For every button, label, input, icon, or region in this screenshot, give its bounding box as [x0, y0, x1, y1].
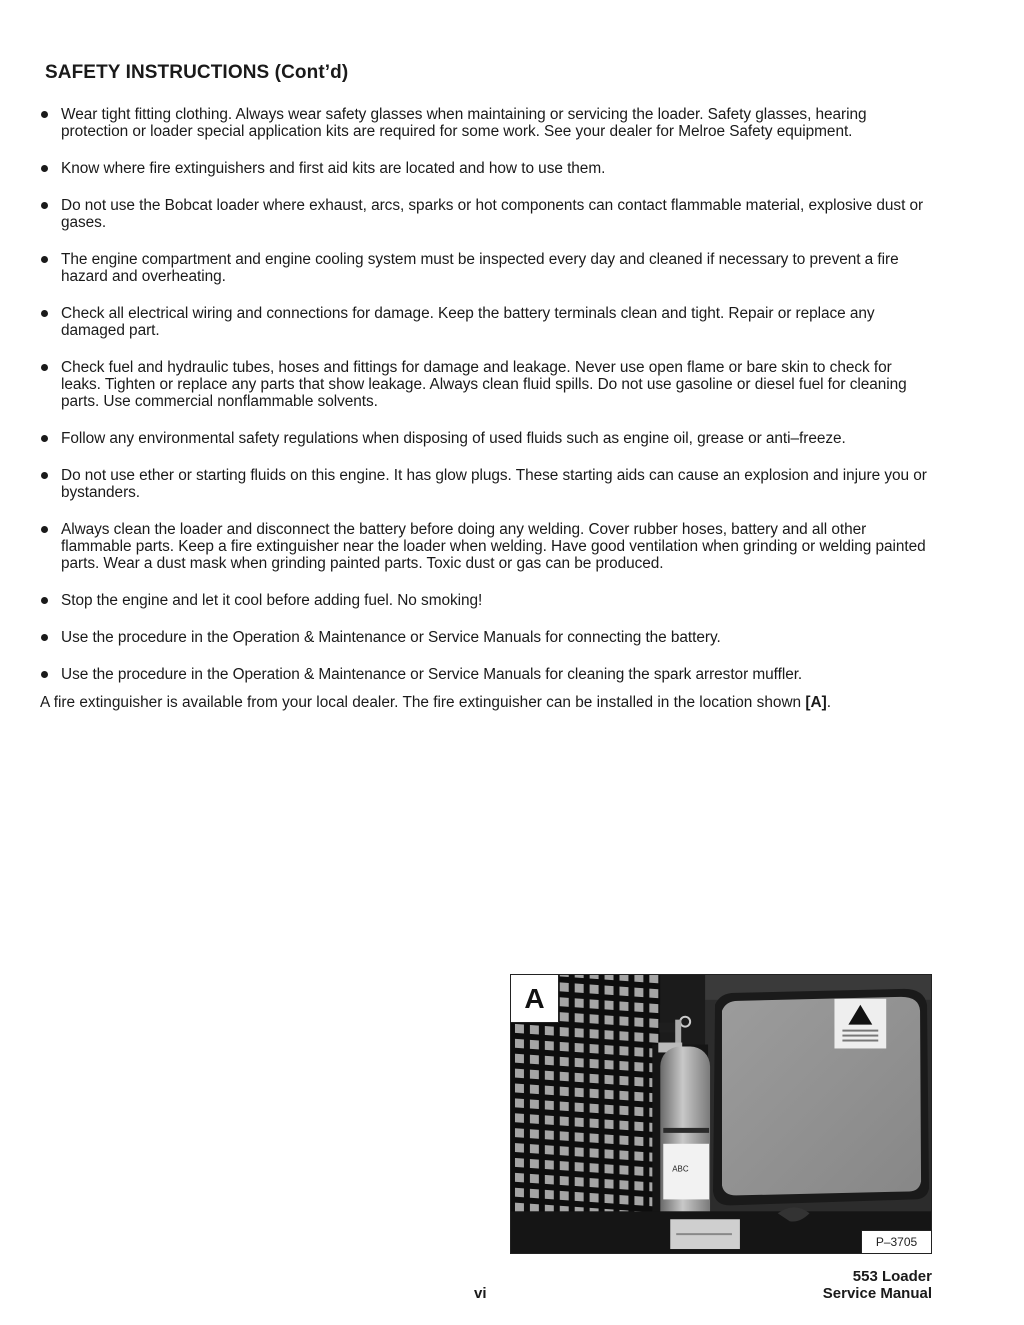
fire-extinguisher [660, 1046, 710, 1235]
bullet-icon [41, 364, 48, 371]
bullet-text: Use the procedure in the Operation & Maintenance or Service Manuals for cleaning the spark arrestor muffler. [61, 665, 803, 683]
figure-code: P–3705 [861, 1230, 931, 1253]
side-window [722, 997, 921, 1196]
figure-a-photo [510, 974, 932, 1254]
bullet-icon [41, 310, 48, 317]
closing-paragraph [40, 694, 940, 712]
bullet-icon [41, 111, 48, 118]
list-item [40, 592, 935, 609]
figure-reference: [A] [805, 694, 827, 711]
bullet-icon [41, 671, 48, 678]
list-item [40, 197, 935, 231]
bullet-text: Use the procedure in the Operation & Maintenance or Service Manuals for connecting the battery. [61, 628, 721, 646]
bullet-icon [41, 472, 48, 479]
list-item [40, 666, 935, 683]
bullet-icon [41, 256, 48, 263]
page-title: SAFETY INSTRUCTIONS (Cont’d) [45, 62, 349, 83]
list-item [40, 106, 935, 140]
bullet-text: Check fuel and hydraulic tubes, hoses and fittings for damage and leakage. Never use open flame or bare skin to check for leaks. Tighten or replace any parts that show leakage. Always clean fluid spills. Do not use gasoline or diesel fuel for cleaning parts. Use commercial nonflammable solvents. [61, 358, 907, 411]
bullet-icon [41, 202, 48, 209]
list-item [40, 430, 935, 447]
manual-footer [823, 1268, 932, 1302]
bullet-text: Do not use the Bobcat loader where exhaust, arcs, sparks or hot components can contact flammable material, explosive dust or gases. [61, 196, 924, 231]
manual-name: Service Manual [822, 1285, 932, 1302]
bullet-text: Do not use ether or starting fluids on this engine. It has glow plugs. These starting aids can cause an explosion and injure you or bystanders. [61, 466, 927, 501]
bullet-icon [41, 597, 48, 604]
bullet-icon [41, 435, 48, 442]
closing-end: . [826, 694, 832, 711]
list-item [40, 251, 935, 285]
safety-bullet-list [40, 106, 935, 702]
list-item [40, 359, 935, 411]
extinguisher-label: ABC [672, 1164, 689, 1174]
list-item [40, 521, 935, 573]
bullet-text: Always clean the loader and disconnect the battery before doing any welding. Cover rubber hoses, battery and all other flammable parts. Keep a fire extinguisher near the loader when welding. Have good ventilation when grinding or welding painted parts. Wear a dust mask when grinding painted parts. Toxic dust or gas can be produced. [61, 520, 926, 573]
list-item [40, 160, 935, 177]
bullet-icon [41, 634, 48, 641]
bullet-text: Wear tight fitting clothing. Always wear safety glasses when maintaining or servicing the loader. Safety glasses, hearing protection or loader special application kits are required for some work. See your dealer for Melroe Safety equipment. [61, 106, 867, 141]
page-number: vi [474, 1285, 487, 1302]
list-item [40, 629, 935, 646]
bullet-icon [41, 526, 48, 533]
list-item [40, 305, 935, 339]
bullet-text: Check all electrical wiring and connections for damage. Keep the battery terminals clean and tight. Repair or replace any damaged part. [61, 304, 875, 339]
cab-interior-illustration [511, 975, 931, 1253]
closing-text: A fire extinguisher is available from your local dealer. The fire extinguisher can be installed in the location shown [40, 694, 806, 711]
bullet-text: The engine compartment and engine cooling system must be inspected every day and cleaned if necessary to prevent a fire hazard and overheating. [61, 250, 899, 285]
bullet-text: Follow any environmental safety regulations when disposing of used fluids such as engine oil, grease or anti–freeze. [61, 430, 846, 447]
bullet-icon [41, 165, 48, 172]
bullet-text: Stop the engine and let it cool before adding fuel. No smoking! [61, 592, 483, 609]
list-item [40, 467, 935, 501]
bullet-text: Know where fire extinguishers and first aid kits are located and how to use them. [61, 160, 606, 177]
figure-label: A [511, 975, 559, 1023]
product-name: 553 Loader [852, 1268, 932, 1285]
